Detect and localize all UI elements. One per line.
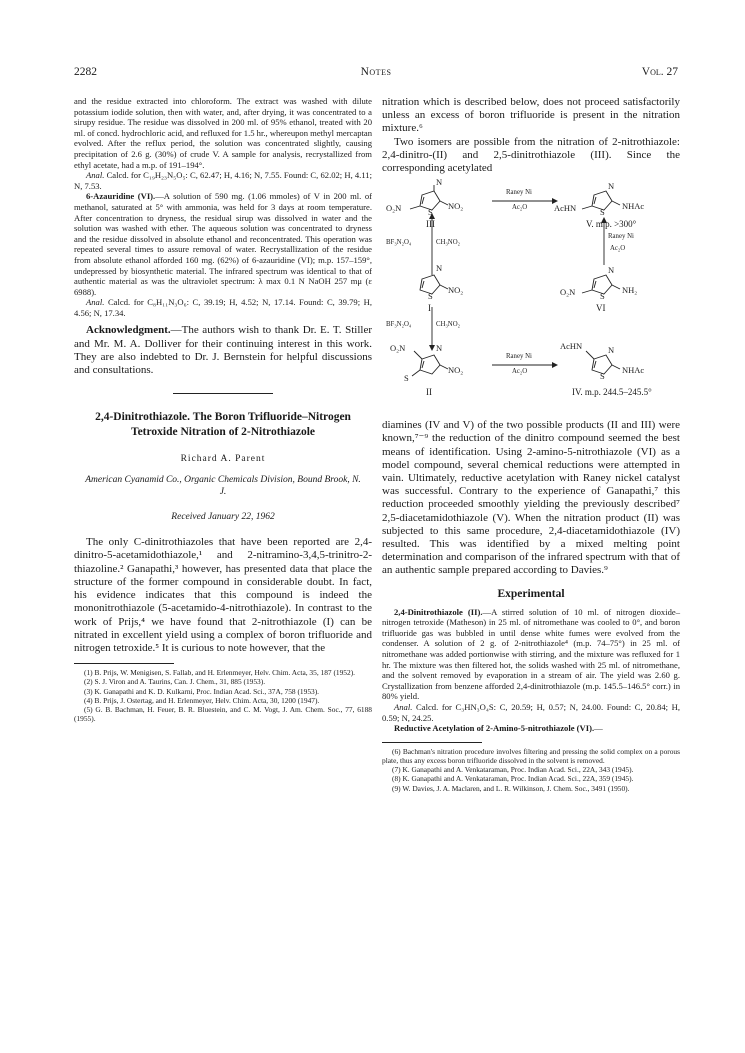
substituent-label: O₂N bbox=[390, 343, 406, 354]
page-header bbox=[74, 66, 678, 82]
run-in-label: Anal. bbox=[86, 297, 105, 308]
substituent-label: NO₂ bbox=[448, 201, 464, 212]
run-in-label: Anal. bbox=[86, 170, 105, 181]
footnote: (2) S. J. Viron and A. Taurins, Can. J. Chem., 31, 885 (1953). bbox=[84, 677, 266, 687]
paragraph: The only C-dinitrothiazoles that have been reported are 2,4-dinitro-5-acetamidothiazole,¹ and 2-nitramino-3,4,5-trinitro-2-thiazoline.² Ganapathi,³ however, has presented data that place the structure of the former compound in considerable doubt. In fact, his evidence indicates that this compound is indeed the mononitrothiazole (5-acetamido-4-nitrothiazole). In contrast to the work of Prijs,⁴ we have found that 2-nitrothiazole (I) can be nitrated in excellent yield using a complex of boron trifluoride and nitrogen tetroxide.⁵ It is curious to note however, that the bbox=[74, 536, 372, 654]
acknowledgment bbox=[74, 324, 372, 377]
run-in-heading: 6-Azauridine (VI). bbox=[86, 191, 156, 202]
atom-label: S bbox=[428, 291, 433, 302]
author: Richard A. Parent bbox=[180, 454, 266, 465]
footnote: (3) K. Ganapathi and K. D. Kulkarni, Proc. Indian Acad. Sci., 37A, 758 (1953). bbox=[84, 686, 320, 696]
analysis-paragraph bbox=[74, 170, 372, 191]
substituent-label: NHAc bbox=[622, 201, 645, 212]
paragraph-text: Calcd. for C₁₉H₂₃N₅O₅: C, 62.47; H, 4.16; N, 7.55. Found: C, 62.02; H, 4.11; N, 7.53. bbox=[74, 170, 372, 191]
compound-label: V. m.p. >300° bbox=[586, 219, 637, 230]
atom-label: N bbox=[436, 343, 443, 354]
paragraph bbox=[382, 723, 680, 734]
paragraph: diamines (IV and V) of the two possible products (II and III) were known,⁷⁻⁹ the reduction of the dinitro compound seemed the best means of identification. Using 2-amino-5-nitrothiazole (VI) as a model compound, several chemical reductions were attempted in vain. Ultimately, reductive acetylation with Raney nickel catalyst was successful. Contrary to the experience of Ganapathi,⁷ this reduction proceeded smoothly yielding the previously described⁷ 2,5-diacetamidothiazole (V). When the nitration product (II) was subjected to this same procedure, 2,4-diacetamidothiazole (IV) resulted. This was identified by a mixed melting point determination and comparison of the infrared spectrum with that of an authentic sample prepared according to Davies.⁹ bbox=[382, 419, 680, 577]
paragraph: and the residue extracted into chloroform. The extract was washed with dilute potassium iodide solution, then with water, and, after drying, it was concentrated to a sirupy residue. The residue was dissolved in 200 ml. of 95% ethanol, treated with 20 ml. of concd. hydrochloric acid, and refluxed for 1.5 hr., whereupon methyl mercaptan evolved. After the reflux period, the solution was concentrated slightly, causing precipitation of 2.6 g. (30%) of crude V. A sample for analysis, recrystallized from ethyl acetate, had a m.p. of 191–194°. bbox=[74, 96, 372, 170]
substituent-label: AcHN bbox=[554, 203, 577, 214]
substituent-label: AcHN bbox=[560, 341, 583, 352]
reagent-label: Ac₂O bbox=[512, 368, 528, 376]
compound-label: VI bbox=[596, 303, 606, 314]
paragraph-text: —A stirred solution of 10 ml. of nitrogen dioxide–nitrogen tetroxide (Matheson) in 25 ml. of nitromethane was cooled to 0°, and boron trifluoride gas was bubbled in until dense white fumes were evolved from the condenser. A solution of 2 g. of 2-nitrothiazole⁴ (m.p. 74–75°) in 25 ml. of nitromethane was added portionwise with stirring, and the mixture was refluxed for 1 hr. The mixture was then filtered hot, the solids washed with 25 ml. of nitromethane, and the solvent removed by evaporation in a stream of air. The yield was 2.60 g. Crystallization from benzene afforded 2,4-dinitrothiazole (m.p. 145.5–146.5° corr.) in 80% yield. bbox=[382, 606, 681, 702]
atom-label: N bbox=[436, 263, 443, 274]
paragraph bbox=[74, 191, 372, 297]
article-title: 2,4-Dinitrothiazole. The Boron Trifluoride–Nitrogen Tetroxide Nitration of 2-Nitrothiazole bbox=[95, 411, 351, 439]
paragraph: nitration which is described below, does not proceed satisfactorily unless an excess of boron trifluoride is present in the nitration mixture.⁶ bbox=[382, 96, 680, 135]
paragraph: Two isomers are possible from the nitration of 2-nitrothiazole: 2,4-dinitro-(II) and 2,5-dinitrothiazole (III). Since the corresponding acetylated bbox=[382, 135, 680, 175]
footnote: (8) K. Ganapathi and A. Venkataraman, Proc. Indian Acad. Sci., 22A, 359 (1945). bbox=[392, 774, 634, 784]
footnote: (6) Bachman's nitration procedure involves filtering and pressing the solid complex on a porous plate, thus any excess boron trifluoride dissolved in the solvent is removed. bbox=[382, 746, 680, 765]
atom-label: S bbox=[600, 291, 605, 302]
footnotes bbox=[74, 668, 372, 723]
reagent-label: Raney Ni bbox=[506, 353, 532, 361]
substituent-label: O₂N bbox=[386, 203, 402, 214]
reaction-scheme bbox=[382, 179, 680, 419]
footnote: (1) B. Prijs, W. Menigisen, S. Fallab, and H. Erlenmeyer, Helv. Chim. Acta, 35, 187 (1952). bbox=[84, 668, 356, 678]
reagent-label: Raney Ni bbox=[608, 233, 634, 241]
footnote-divider bbox=[382, 742, 482, 743]
run-in-label: Anal. bbox=[394, 702, 413, 712]
received-date: Received January 22, 1962 bbox=[171, 512, 275, 523]
divider bbox=[173, 393, 273, 394]
reagent-label: BF₃N₂O₄ bbox=[386, 321, 412, 329]
substituent-label: NO₂ bbox=[448, 365, 464, 376]
analysis-paragraph bbox=[74, 297, 372, 318]
atom-label: S bbox=[600, 207, 605, 218]
paragraph bbox=[382, 607, 680, 702]
affiliation: American Cyanamid Co., Organic Chemicals Division, Bound Brook, N. J. bbox=[85, 475, 361, 498]
reagent-label: Raney Ni bbox=[506, 189, 532, 197]
run-in-heading: 2,4-Dinitrothiazole (II). bbox=[394, 606, 483, 617]
footnote: (9) W. Davies, J. A. Maclaren, and L. R. Wilkinson, J. Chem. Soc., 3491 (1950). bbox=[392, 783, 630, 793]
footnote: (4) B. Prijs, J. Ostertag, and H. Erlenmeyer, Helv. Chim. Acta, 30, 1200 (1947). bbox=[84, 695, 320, 705]
footnotes bbox=[382, 747, 680, 793]
scheme-graphics bbox=[382, 179, 680, 419]
footnote: (5) G. B. Bachman, H. Feuer, B. R. Bluestein, and C. M. Vogt, J. Am. Chem. Soc., 77, 6188 (1955). bbox=[74, 704, 372, 724]
atom-label: S bbox=[428, 207, 433, 218]
reagent-label: Ac₂O bbox=[512, 204, 528, 212]
atom-label: N bbox=[608, 265, 615, 276]
reagent-label: CH₃NO₂ bbox=[436, 239, 460, 247]
paragraph-text: —The authors wish to thank Dr. E. T. Stiller and Mr. M. A. Dolliver for their continuing interest in this work. They are also indebted to Dr. J. Bernstein for helpful discussions and consultations. bbox=[74, 324, 372, 377]
analysis-paragraph bbox=[382, 702, 680, 723]
paragraph-text: Calcd. for C₃HN₃O₄S: C, 20.59; H, 0.57; N, 24.00. Found: C, 20.84; H, 0.59; N, 24.25. bbox=[382, 702, 680, 723]
volume-label: Vol. 27 bbox=[641, 66, 678, 78]
reagent-label: CH₃NO₂ bbox=[436, 321, 460, 329]
substituent-label: NHAc bbox=[622, 365, 645, 376]
footnote-divider bbox=[74, 663, 174, 664]
substituent-label: NH₂ bbox=[622, 285, 638, 296]
run-in-heading: Acknowledgment. bbox=[86, 324, 171, 337]
substituent-label: NO₂ bbox=[448, 285, 464, 296]
page-number: 2282 bbox=[74, 66, 97, 78]
footnote: (7) K. Ganapathi and A. Venkataraman, Proc. Indian Acad. Sci., 22A, 343 (1945). bbox=[392, 765, 634, 775]
atom-label: S bbox=[404, 373, 409, 384]
substituent-label: O₂N bbox=[560, 287, 576, 298]
atom-label: N bbox=[608, 345, 615, 356]
paragraph-text: Calcd. for C₈H₁₁N₃O₆: C, 39.19; H, 4.52; N, 17.14. Found: C, 39.79; H, 4.56; N, 17.34. bbox=[74, 297, 372, 318]
atom-label: N bbox=[608, 181, 615, 192]
paragraph-text: — bbox=[594, 723, 603, 734]
right-column bbox=[382, 96, 680, 793]
left-column bbox=[74, 96, 372, 723]
atom-label: S bbox=[600, 371, 605, 382]
compound-label: IV. m.p. 244.5–245.5° bbox=[572, 387, 652, 398]
section-title: Notes bbox=[360, 66, 392, 78]
compound-label: III bbox=[426, 219, 435, 230]
paragraph-text: —A solution of 590 mg. (1.06 mmoles) of V in 200 ml. of methanol, saturated at 5° with ammonia, was held for 3 days at room temperature. After concentration to dryness, the residual sirup was dissolved in water and the solution was washed with ether. The aqueous solution was concentrated to dryness and the residue dissolved in absolute ethanol and reconcentrated. This operation was repeated several times to assure removal of water. Recrystallization of the residue from absolute ethanol afforded 160 mg. (62%) of 6-azauridine (VI); m.p. 157–159°, undepressed by biosynthetic material. The infrared spectrum was identical to that of authentic material as was the ultraviolet spectrum: λ max 0.1 N NaOH 257 mμ (ε 6988). bbox=[74, 191, 372, 297]
compound-label: I bbox=[428, 303, 431, 314]
reagent-label: Ac₂O bbox=[610, 245, 626, 253]
run-in-heading: Reductive Acetylation of 2-Amino-5-nitrothiazole (VI). bbox=[394, 723, 595, 734]
section-heading: Experimental bbox=[497, 587, 565, 600]
compound-label: II bbox=[426, 387, 432, 398]
reagent-label: BF₃N₂O₄ bbox=[386, 239, 412, 247]
atom-label: N bbox=[436, 177, 443, 188]
